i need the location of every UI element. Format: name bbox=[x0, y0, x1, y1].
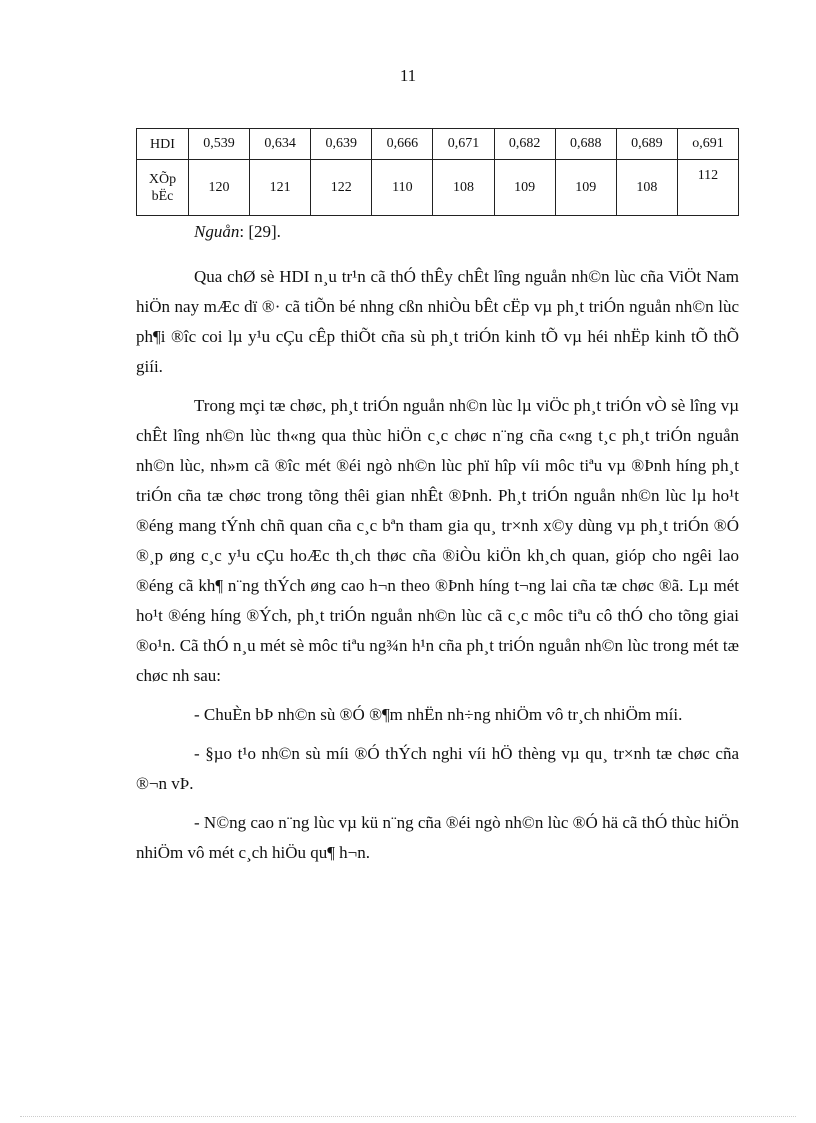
table-cell: 0,539 bbox=[189, 129, 250, 160]
table-cell: 109 bbox=[555, 160, 616, 216]
table-header-rank-line2: bËc bbox=[151, 188, 174, 204]
table-cell: 121 bbox=[250, 160, 311, 216]
page-bottom-divider bbox=[20, 1116, 796, 1117]
table-cell: 0,639 bbox=[311, 129, 372, 160]
paragraph: Qua chØ sè HDI n¸u tr¹n cã thÓ thÊy chÊt lîng nguån nh©n lùc cña ViÖt Nam hiÖn nay mÆc dï ®· cã tiÕn bé nhng cßn nhiÒu bÊt cËp vµ ph¸t triÓn nguån nh©n lùc ph¶i ®îc coi lµ y¹u cÇu cÊp thiÕt cña sù ph¸t triÓn kinh tÕ vµ héi nhËp kinh tÕ thÕ giíi. bbox=[136, 267, 739, 376]
table-cell: 0,634 bbox=[250, 129, 311, 160]
source-label: Nguån bbox=[194, 222, 240, 241]
list-item: - §µo t¹o nh©n sù míi ®Ó thÝch nghi víi hÖ thèng vµ qu¸ tr×nh tæ chøc cña ®¬n vÞ. bbox=[136, 744, 739, 793]
source-citation bbox=[194, 222, 281, 242]
table-cell: o,691 bbox=[677, 129, 738, 160]
table-cell: 112 bbox=[677, 160, 738, 216]
hdi-ranking-table bbox=[136, 128, 739, 216]
table-cell: 108 bbox=[433, 160, 494, 216]
table-cell: 122 bbox=[311, 160, 372, 216]
table-cell: 0,688 bbox=[555, 129, 616, 160]
table-cell: 120 bbox=[189, 160, 250, 216]
table-cell: 0,689 bbox=[616, 129, 677, 160]
table-cell: 0,671 bbox=[433, 129, 494, 160]
table-cell: 0,682 bbox=[494, 129, 555, 160]
table-row-hdi bbox=[137, 129, 739, 160]
table-cell: 109 bbox=[494, 160, 555, 216]
table-header-hdi: HDI bbox=[137, 129, 189, 160]
list-item: - N©ng cao n¨ng lùc vµ kü n¨ng cña ®éi ngò nh©n lùc ®Ó hä cã thÓ thùc hiÖn nhiÖm vô mét c¸ch hiÖu qu¶ h¬n. bbox=[136, 813, 739, 862]
page-number: 11 bbox=[399, 66, 417, 85]
table-header-rank bbox=[137, 160, 189, 216]
table-cell: 0,666 bbox=[372, 129, 433, 160]
table-row-rank bbox=[137, 160, 739, 216]
table-header-rank-line1: XÕp bbox=[148, 171, 177, 187]
body-text bbox=[136, 262, 739, 877]
paragraph: Trong mçi tæ chøc, ph¸t triÓn nguån nh©n lùc lµ viÖc ph¸t triÓn vÒ sè lîng vµ chÊt lîng nh©n lùc th«ng qua thùc hiÖn c¸c chøc n¨ng cña c«ng t¸c ph¸t triÓn nguån nh©n lùc, nh»m cã ®îc mét ®éi ngò nh©n lùc phï hîp víi môc tiªu vµ ®Þnh híng ph¸t triÓn cña tæ chøc trong tõng thêi gian nhÊt ®Þnh. Ph¸t triÓn nguån nh©n lùc lµ ho¹t ®éng mang tÝnh chñ quan cña c¸c bªn tham gia qu¸ tr×nh x©y dùng vµ ph¸t triÓn ®Ó ®¸p øng c¸c y¹u cÇu hoÆc th¸ch thøc cña ®iÒu kiÖn kh¸ch quan, gióp cho ngêi lao ®éng cã kh¶ n¨ng thÝch øng cao h¬n theo ®Þnh híng t¬ng lai cña tæ chøc ®ã. Lµ mét ho¹t ®éng híng ®Ých, ph¸t triÓn nguån nh©n lùc cã c¸c môc tiªu cô thÓ cho tõng giai ®o¹n. Cã thÓ n¸u mét sè môc tiªu ng¾n h¹n cña ph¸t triÓn nguån nh©n lùc trong mét tæ chøc nh sau: bbox=[136, 396, 739, 685]
source-reference: : [29]. bbox=[239, 222, 281, 241]
table-cell: 108 bbox=[616, 160, 677, 216]
list-item: - ChuÈn bÞ nh©n sù ®Ó ®¶m nhËn nh÷ng nhiÖm vô tr¸ch nhiÖm míi. bbox=[194, 705, 683, 724]
table-cell: 110 bbox=[372, 160, 433, 216]
